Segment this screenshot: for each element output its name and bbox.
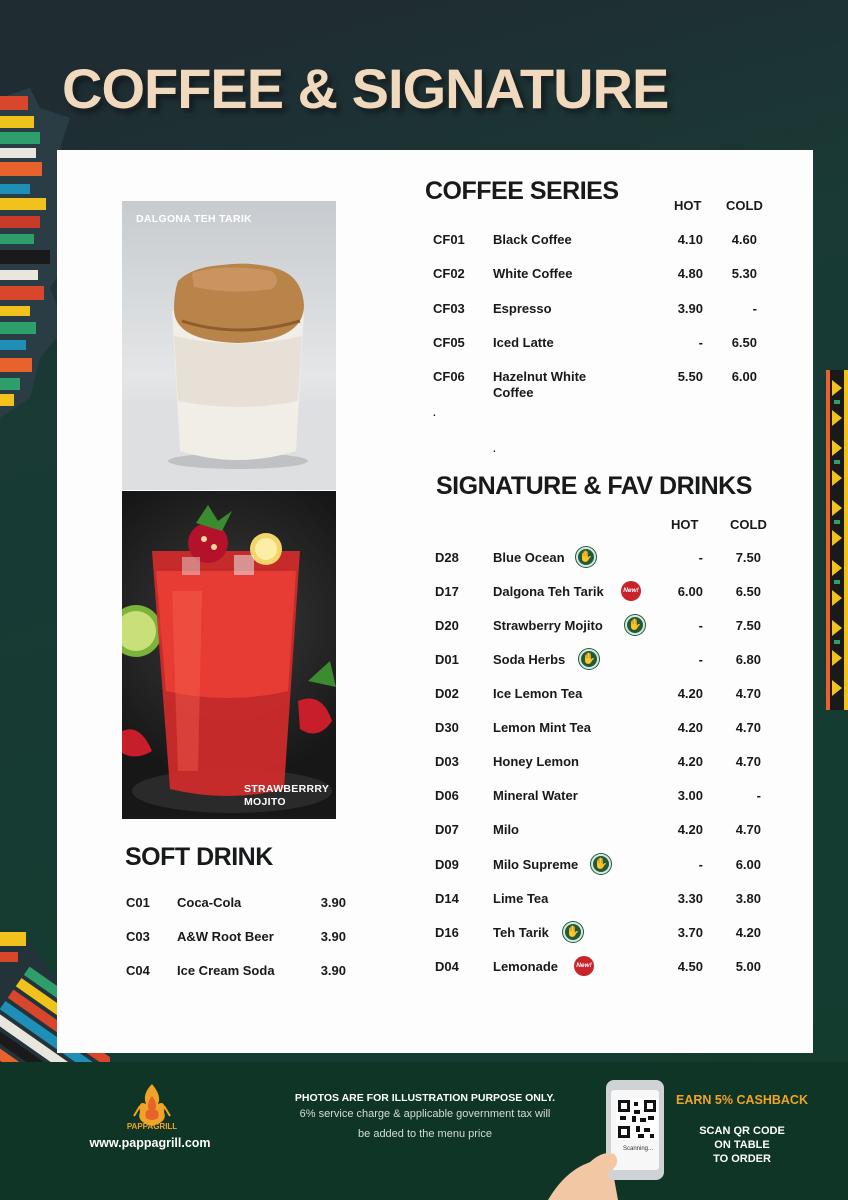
thumbs-up-icon: ✋ <box>591 854 611 874</box>
item-name: Dalgona Teh Tarik <box>493 584 604 599</box>
item-cold-price: 5.30 <box>731 266 757 281</box>
page-title: COFFEE & SIGNATURE <box>62 57 669 120</box>
item-name: Coca-Cola <box>177 895 242 910</box>
thumbs-up-icon: ✋ <box>576 547 596 567</box>
item-hot-price: 3.90 <box>677 301 703 316</box>
item-cold-price: - <box>752 301 757 316</box>
item-cold-price: - <box>756 788 761 803</box>
item-hot-price: 4.80 <box>677 266 703 281</box>
item-hot-price: 4.20 <box>677 720 703 735</box>
item-code: D28 <box>435 550 459 565</box>
service-charge-line-2: be added to the menu price <box>358 1128 492 1140</box>
item-hot-price: 4.20 <box>677 822 703 837</box>
item-name: Lime Tea <box>493 891 549 906</box>
soft-drink-row <box>126 963 356 997</box>
item-name: Strawberry Mojito <box>493 618 603 633</box>
new-badge-icon: New! <box>621 581 641 601</box>
photo-dalgona-teh-tarik <box>122 201 336 490</box>
soft-drink-row <box>126 929 356 963</box>
item-name: Espresso <box>493 301 552 316</box>
item-hot-price: 3.30 <box>677 891 703 906</box>
item-cold-price: 7.50 <box>735 618 761 633</box>
photo-caption-bottom-1: STRAWBERRRY <box>244 783 330 795</box>
item-cold-price: 6.50 <box>731 335 757 350</box>
item-name: White Coffee <box>493 266 573 281</box>
qr-code-icon <box>616 1098 658 1140</box>
item-price: 3.90 <box>320 929 346 944</box>
item-hot-price: - <box>698 618 703 633</box>
coffee-item-row <box>433 369 763 403</box>
item-cold-price: 5.00 <box>735 959 761 974</box>
signature-item-row <box>435 959 765 993</box>
item-code: CF05 <box>433 335 465 350</box>
item-name: Lemonade <box>493 959 559 974</box>
signature-item-row <box>435 618 765 652</box>
item-hot-price: - <box>698 857 703 872</box>
item-hot-price: 4.10 <box>677 232 703 247</box>
item-cold-price: 4.20 <box>735 925 761 940</box>
scan-instruction-2: ON TABLE <box>714 1139 770 1151</box>
item-hot-price: - <box>698 652 703 667</box>
thumbs-up-icon: ✋ <box>563 922 583 942</box>
item-code: D04 <box>435 959 459 974</box>
item-cold-price: 4.60 <box>731 232 757 247</box>
item-cold-price: 6.00 <box>735 857 761 872</box>
item-hot-price: 3.00 <box>677 788 703 803</box>
item-cold-price: 6.00 <box>731 369 757 384</box>
coffee-series-title: COFFEE SERIES <box>425 177 619 205</box>
item-name: Milo <box>493 822 519 837</box>
signature-item-row <box>435 788 765 822</box>
item-name: Ice Lemon Tea <box>493 686 583 701</box>
item-price: 3.90 <box>320 963 346 978</box>
item-hot-price: - <box>698 335 703 350</box>
signature-item-row <box>435 891 765 925</box>
signature-item-row <box>435 822 765 856</box>
item-name: Blue Ocean <box>493 550 565 565</box>
service-charge-line-1: 6% service charge & applicable government tax will <box>299 1108 551 1120</box>
item-name: Honey Lemon <box>493 754 579 769</box>
photo-caption-bottom-2: MOJITO <box>244 796 286 808</box>
stray-dot-1: . <box>433 408 436 419</box>
photo-strawberry-mojito <box>122 491 336 819</box>
signature-hot-header: HOT <box>671 517 699 532</box>
website-link[interactable]: www.pappagrill.com <box>89 1136 211 1150</box>
disclaimer-text: PHOTOS ARE FOR ILLUSTRATION PURPOSE ONLY. <box>294 1092 556 1104</box>
item-price: 3.90 <box>320 895 346 910</box>
item-code: D14 <box>435 891 459 906</box>
item-hot-price: 6.00 <box>677 584 703 599</box>
coffee-item-row <box>433 335 763 369</box>
item-hot-price: 4.20 <box>677 686 703 701</box>
signature-item-row <box>435 584 765 618</box>
item-cold-price: 4.70 <box>735 686 761 701</box>
photo-caption-top: DALGONA TEH TARIK <box>136 213 252 225</box>
signature-item-row <box>435 720 765 754</box>
item-code: C01 <box>126 895 150 910</box>
item-cold-price: 4.70 <box>735 822 761 837</box>
brand-name: PAPPAGRILL <box>126 1122 178 1131</box>
item-code: D03 <box>435 754 459 769</box>
item-cold-price: 3.80 <box>735 891 761 906</box>
item-cold-price: 4.70 <box>735 754 761 769</box>
cashback-label: EARN 5% CASHBACK <box>676 1093 808 1107</box>
item-hot-price: 4.20 <box>677 754 703 769</box>
item-code: CF03 <box>433 301 465 316</box>
item-cold-price: 6.50 <box>735 584 761 599</box>
item-cold-price: 6.80 <box>735 652 761 667</box>
soft-drink-row <box>126 895 356 929</box>
signature-item-row <box>435 686 765 720</box>
signature-item-row <box>435 754 765 788</box>
scan-instruction-3: TO ORDER <box>713 1153 771 1165</box>
item-code: D02 <box>435 686 459 701</box>
coffee-cold-header: COLD <box>726 198 763 213</box>
item-name: Milo Supreme <box>493 857 579 872</box>
item-name: Iced Latte <box>493 335 554 350</box>
item-code: C04 <box>126 963 150 978</box>
item-code: D07 <box>435 822 459 837</box>
item-name: Soda Herbs <box>493 652 566 667</box>
item-hot-price: 3.70 <box>677 925 703 940</box>
item-cold-price: 7.50 <box>735 550 761 565</box>
coffee-item-row <box>433 232 763 266</box>
signature-item-row <box>435 857 765 891</box>
tribal-border-right <box>826 370 848 710</box>
item-cold-price: 4.70 <box>735 720 761 735</box>
scan-instruction-1: SCAN QR CODE <box>699 1125 785 1137</box>
item-code: D09 <box>435 857 459 872</box>
signature-drinks-title: SIGNATURE & FAV DRINKS <box>436 472 752 500</box>
thumbs-up-icon: ✋ <box>625 615 645 635</box>
coffee-item-row <box>433 301 763 335</box>
signature-cold-header: COLD <box>730 517 767 532</box>
thumbs-up-icon: ✋ <box>579 649 599 669</box>
item-hot-price: - <box>698 550 703 565</box>
item-code: D16 <box>435 925 459 940</box>
item-name: Hazelnut White Coffee <box>493 369 587 400</box>
item-code: C03 <box>126 929 150 944</box>
signature-item-row <box>435 652 765 686</box>
item-name: Teh Tarik <box>493 925 549 940</box>
item-code: D06 <box>435 788 459 803</box>
stray-dot-2: . <box>493 444 496 455</box>
item-code: D01 <box>435 652 459 667</box>
item-hot-price: 4.50 <box>677 959 703 974</box>
coffee-item-row <box>433 266 763 300</box>
item-code: D20 <box>435 618 459 633</box>
item-name: Ice Cream Soda <box>177 963 275 978</box>
item-name: A&W Root Beer <box>177 929 274 944</box>
soft-drink-title: SOFT DRINK <box>125 843 273 871</box>
item-code: CF02 <box>433 266 465 281</box>
item-name: Lemon Mint Tea <box>493 720 591 735</box>
phone-scanning-text: Scanning... <box>622 1146 654 1152</box>
item-code: D17 <box>435 584 459 599</box>
item-name: Mineral Water <box>493 788 578 803</box>
item-code: CF06 <box>433 369 465 384</box>
new-badge-icon: New! <box>574 956 594 976</box>
item-code: CF01 <box>433 232 465 247</box>
item-code: D30 <box>435 720 459 735</box>
coffee-hot-header: HOT <box>674 198 702 213</box>
signature-item-row <box>435 925 765 959</box>
footer <box>0 1062 848 1200</box>
signature-item-row <box>435 550 765 584</box>
item-hot-price: 5.50 <box>677 369 703 384</box>
item-name: Black Coffee <box>493 232 572 247</box>
